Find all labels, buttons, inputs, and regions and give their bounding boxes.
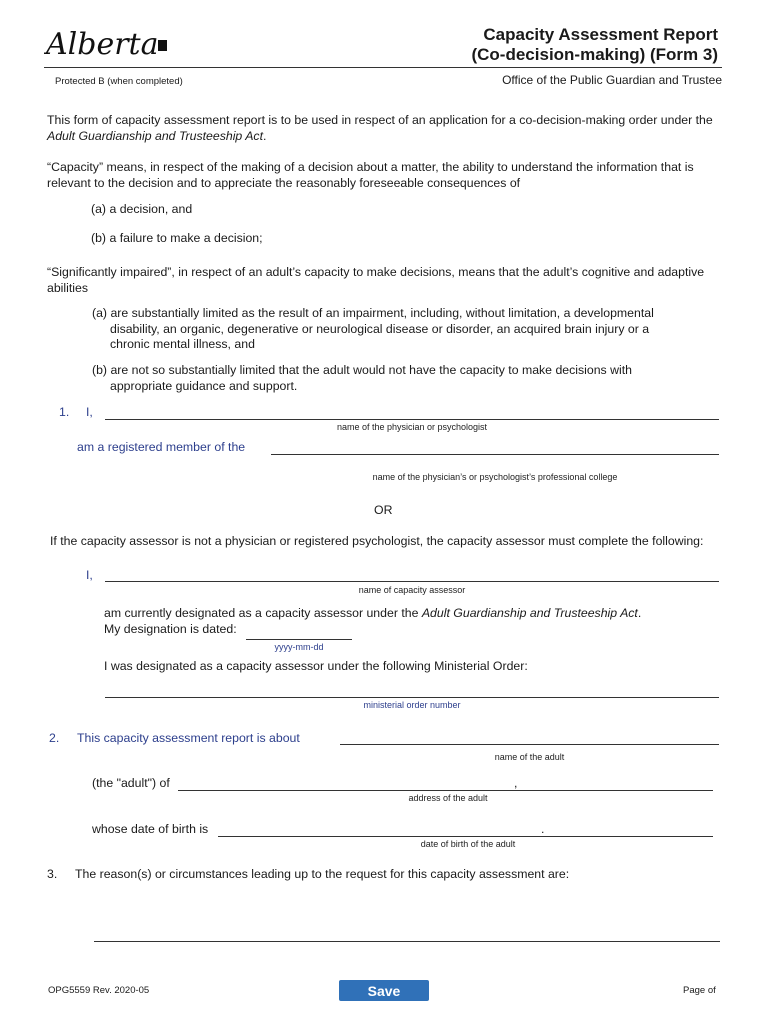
intro-p1-end: . bbox=[263, 129, 267, 143]
designated-act: Adult Guardianship and Trusteeship Act bbox=[421, 606, 638, 620]
adult-address-caption: address of the adult bbox=[408, 793, 488, 803]
form-title-line2: (Co-decision-making) (Form 3) bbox=[471, 45, 718, 64]
capacity-item-a: (a) a decision, and bbox=[91, 202, 193, 216]
save-button[interactable]: Save bbox=[339, 980, 429, 1001]
alternative-assessor-text: If the capacity assessor is not a physician or registered psychologist, the capacity assessor must complete the following: bbox=[50, 534, 704, 548]
designated-end: . bbox=[637, 606, 642, 620]
intro-p1-act: Adult Guardianship and Trusteeship Act bbox=[47, 129, 263, 143]
adult-name-line bbox=[340, 744, 719, 745]
designation-date-input[interactable] bbox=[246, 623, 354, 639]
professional-college-line bbox=[271, 454, 719, 455]
reasons-textarea[interactable] bbox=[94, 886, 720, 938]
header-divider bbox=[44, 67, 722, 68]
dob-period: . bbox=[541, 822, 545, 836]
assessor-name-caption: name of capacity assessor bbox=[358, 585, 466, 595]
designated-text bbox=[104, 606, 641, 620]
capacity-item-b: (b) a failure to make a decision; bbox=[91, 231, 263, 245]
alberta-logo bbox=[44, 20, 172, 64]
physician-name-line bbox=[105, 419, 719, 420]
report-about-label: This capacity assessment report is about bbox=[77, 731, 300, 745]
professional-college-input[interactable] bbox=[271, 437, 721, 453]
assessor-name-line bbox=[105, 581, 719, 582]
registered-member-label: am a registered member of the bbox=[77, 440, 246, 454]
ministerial-order-line bbox=[105, 697, 719, 698]
alberta-logo-wordmark: Alberta bbox=[46, 27, 159, 62]
designation-date-caption: yyyy-mm-dd bbox=[274, 642, 324, 652]
section-1-number: 1. bbox=[59, 405, 70, 419]
address-comma: , bbox=[514, 776, 518, 790]
assessor-name-input[interactable] bbox=[105, 565, 721, 581]
page-number-label: Page of bbox=[683, 985, 716, 996]
protected-label: Protected B (when completed) bbox=[55, 76, 183, 87]
ministerial-order-caption: ministerial order number bbox=[363, 700, 461, 710]
physician-name-input[interactable] bbox=[105, 403, 721, 419]
designation-date-line bbox=[246, 639, 352, 640]
impaired-item-a: (a) are substantially limited as the result of an impairment, including, without limitation, a developmental disability, an organic, degenerative or neurological disease or disorder, an acquired brain injury or a chronic mental illness, and bbox=[92, 306, 654, 351]
adult-address-input[interactable] bbox=[178, 774, 715, 790]
assessor-i-label: I, bbox=[86, 568, 93, 582]
adult-dob-input[interactable] bbox=[218, 820, 715, 836]
or-divider-text: OR bbox=[374, 503, 393, 517]
office-name: Office of the Public Guardian and Trustee bbox=[502, 73, 722, 87]
physician-name-caption: name of the physician or psychologist bbox=[336, 422, 488, 432]
professional-college-caption: name of the physician’s or psychologist’s professional college bbox=[372, 472, 618, 482]
ministerial-order-input[interactable] bbox=[105, 681, 721, 697]
form-code: OPG5559 Rev. 2020-05 bbox=[48, 985, 150, 996]
designated-text-main: am currently designated as a capacity assessor under the bbox=[104, 606, 422, 620]
form-title-line1: Capacity Assessment Report bbox=[483, 25, 718, 44]
adult-name-input[interactable] bbox=[340, 728, 721, 744]
adult-name-caption: name of the adult bbox=[494, 752, 565, 762]
impaired-definition: “Significantly impaired”, in respect of an adult’s capacity to make decisions, means that the adult’s cognitive and adaptive abilities bbox=[47, 265, 705, 295]
adult-dob-line bbox=[218, 836, 713, 837]
section-1-i-label: I, bbox=[86, 405, 93, 419]
capacity-definition: “Capacity” means, in respect of the making of a decision about a matter, the ability to understand the information that is relevant to the decision and to appreciate the reasonably foreseeable consequences of bbox=[47, 160, 694, 190]
ministerial-order-text: I was designated as a capacity assessor under the following Ministerial Order: bbox=[104, 659, 528, 673]
adult-address-line bbox=[178, 790, 713, 791]
dob-label: whose date of birth is bbox=[92, 822, 209, 836]
reasons-line bbox=[94, 941, 720, 942]
adult-dob-caption: date of birth of the adult bbox=[420, 839, 516, 849]
alberta-logo-mark bbox=[158, 40, 167, 51]
designation-dated-label: My designation is dated: bbox=[104, 622, 237, 636]
adult-of-label: (the "adult") of bbox=[92, 776, 170, 790]
section-3-number: 3. bbox=[47, 867, 58, 881]
reasons-label: The reason(s) or circumstances leading up to the request for this capacity assessment are: bbox=[75, 867, 570, 881]
intro-paragraph-1 bbox=[47, 112, 727, 144]
impaired-item-b: (b) are not so substantially limited that the adult would not have the capacity to make decisions with appropriate guidance and support. bbox=[92, 363, 632, 393]
section-2-number: 2. bbox=[49, 731, 60, 745]
intro-p1-text: This form of capacity assessment report is to be used in respect of an application for a co-decision-making order under the bbox=[47, 113, 713, 127]
